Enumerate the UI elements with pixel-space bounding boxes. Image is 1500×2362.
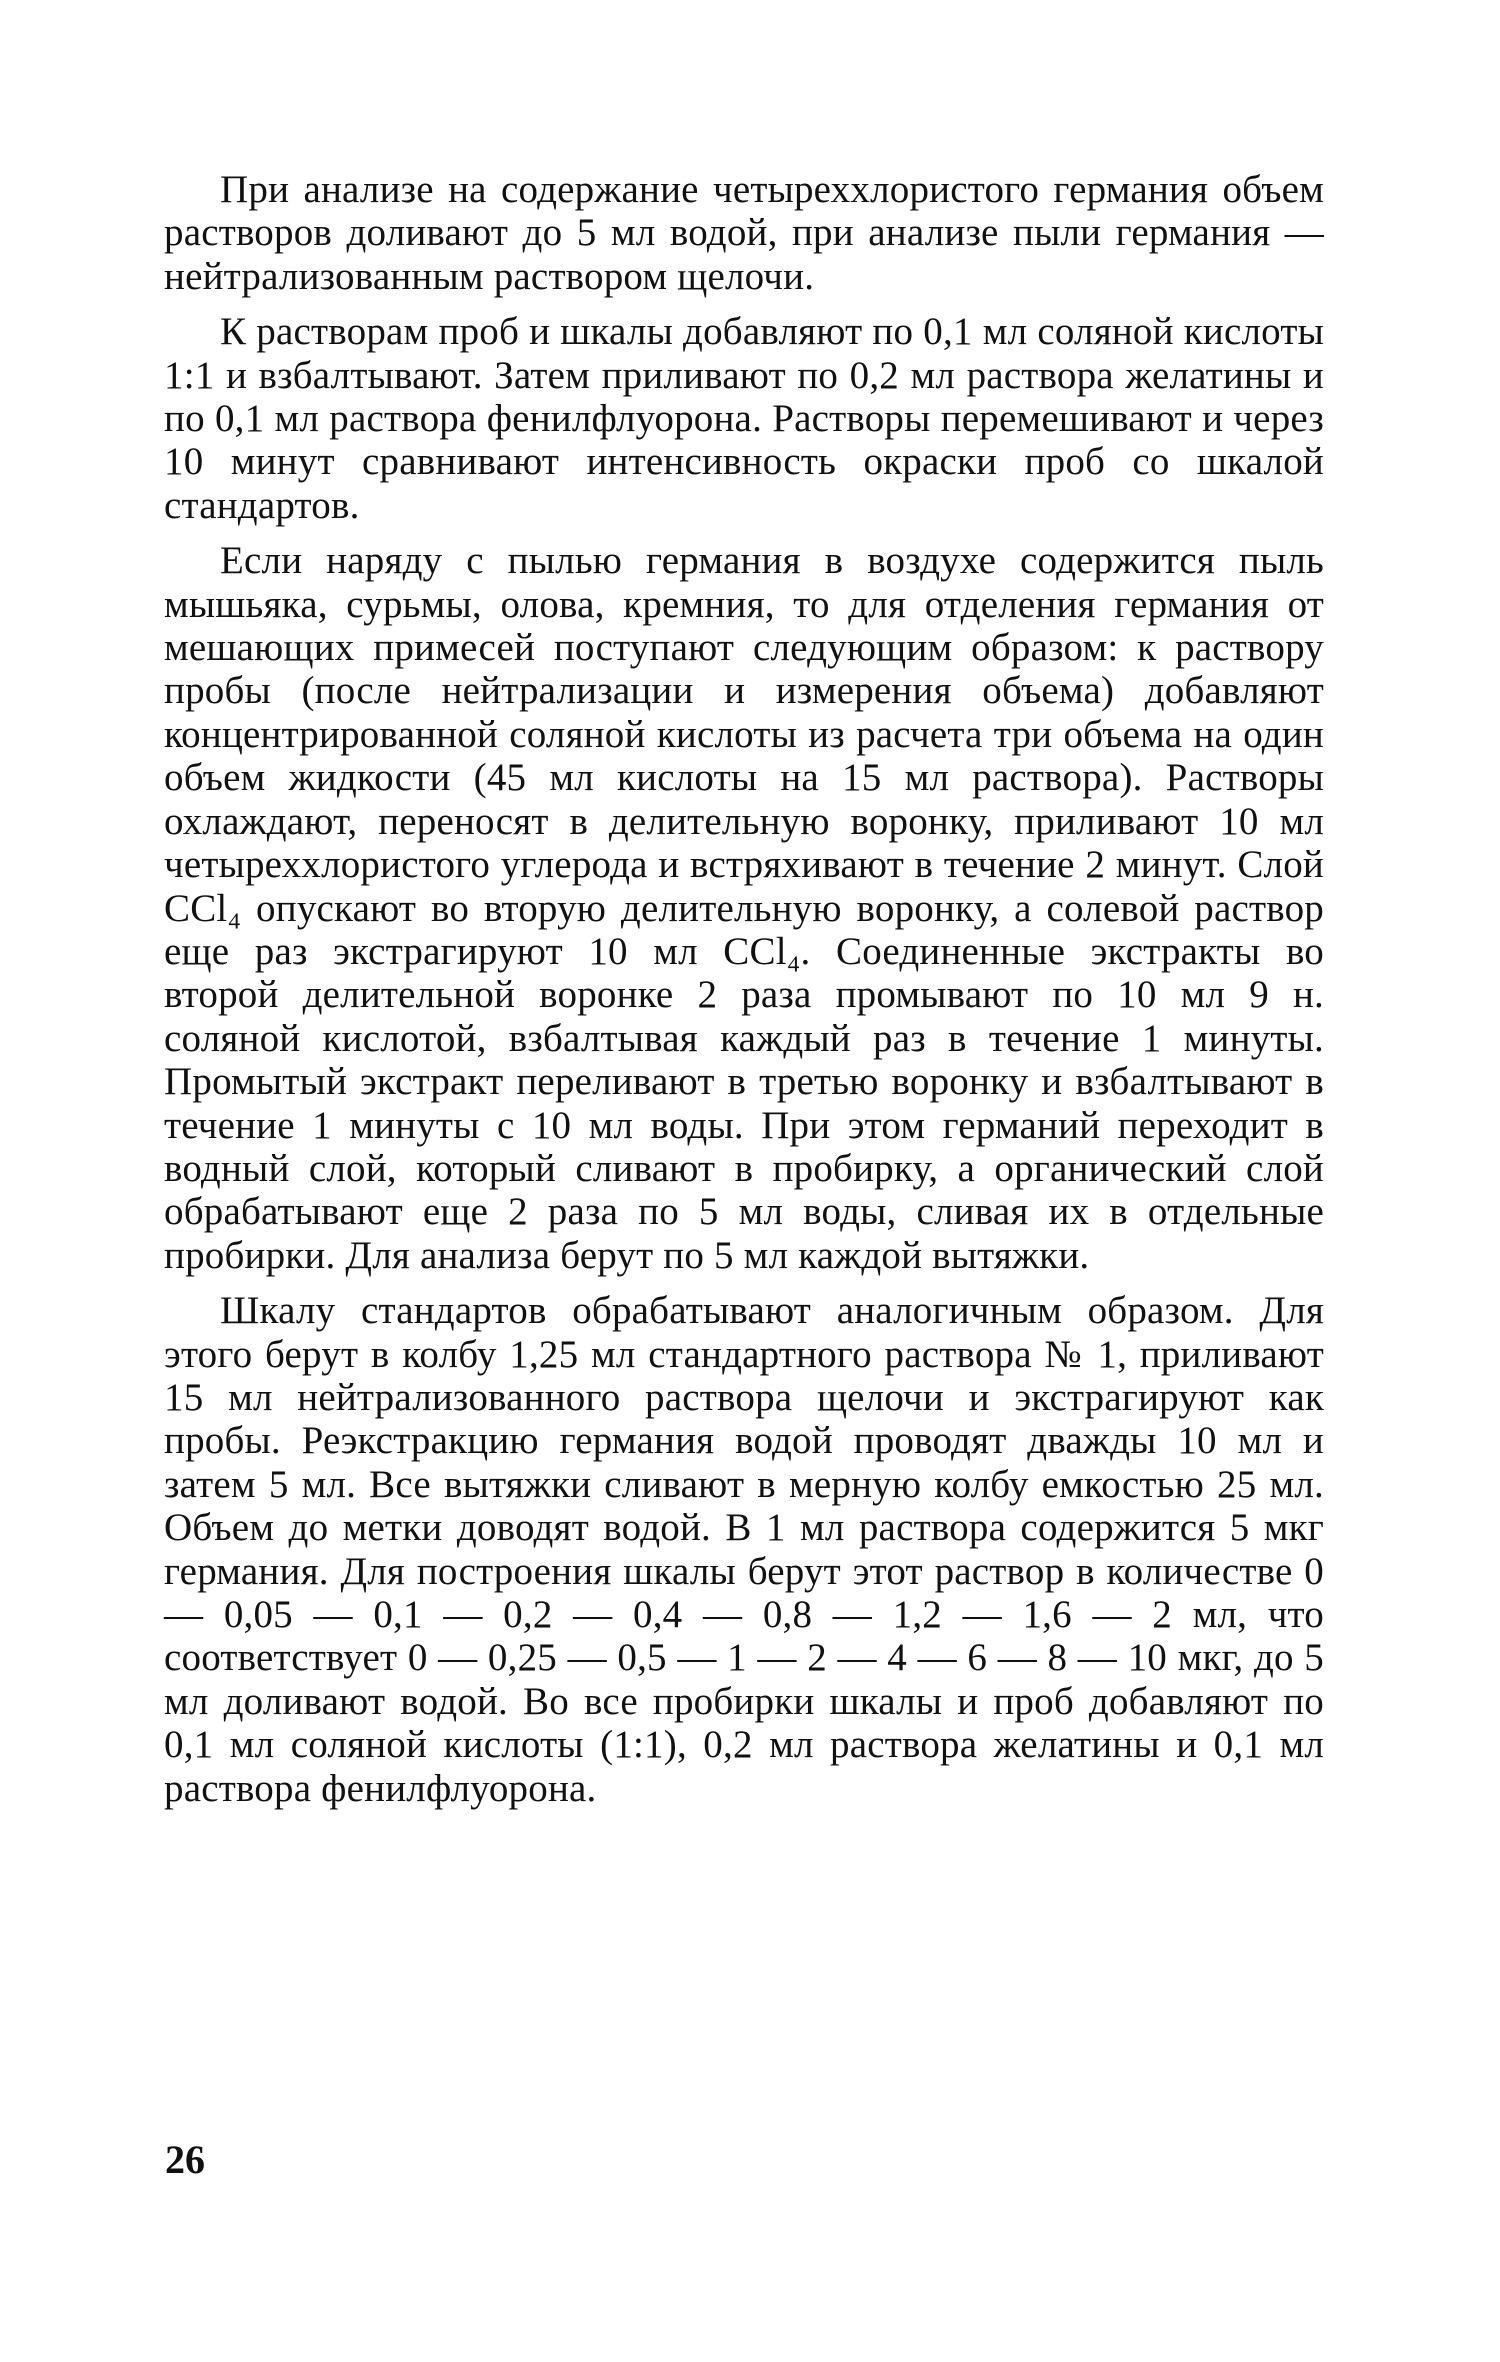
paragraph-4: Шкалу стандартов обрабатывают аналогичным образом. Для этого берут в колбу 1,25 мл стандартного раствора № 1, приливают 15 мл нейтрализованного раствора щелочи и экстрагируют как пробы. Реэкстракцию германия водой проводят дважды 10 мл и затем 5 мл. Все вытяжки сливают в мерную колбу емкостью 25 мл. Объем до метки доводят водой. В 1 мл раствора содержится 5 мкг германия. Для построения шкалы берут этот раствор в количестве 0 — 0,05 — 0,1 — 0,2 — 0,4 — 0,8 — 1,2 — 1,6 — 2 мл, что соответствует 0 — 0,25 — 0,5 — 1 — 2 — 4 — 6 — 8 — 10 мкг, до 5 мл доливают водой. Во все пробирки шкалы и проб добавляют по 0,1 мл соляной кислоты (1:1), 0,2 мл раствора желатины и 0,1 мл раствора фенилфлуорона. (164, 1289, 1324, 1810)
paragraph-3: Если наряду с пылью германия в воздухе содержится пыль мышьяка, сурьмы, олова, кремния, то для отделения германия от мешающих примесей поступают следующим образом: к раствору пробы (после нейтрализации и измерения объема) добавляют концентрированной соляной кислоты из расчета три объема на один объем жидкости (45 мл кислоты на 15 мл раствора). Растворы охлаждают, переносят в делительную воронку, приливают 10 мл четыреххлористого углерода и встряхивают в течение 2 минут. Слой CCl₄ опускают во вторую делительную воронку, а солевой раствор еще раз экстрагируют 10 мл CCl₄. Соединенные экстракты во второй делительной воронке 2 раза промывают по 10 мл 9 н. соляной кислотой, взбалтывая каждый раз в течение 1 минуты. Промытый экстракт переливают в третью воронку и взбалтывают в течение 1 минуты с 10 мл воды. При этом германий переходит в водный слой, который сливают в пробирку, а органический слой обрабатывают еще 2 раза по 5 мл воды, сливая их в отдельные пробирки. Для анализа берут по 5 мл каждой вытяжки. (164, 539, 1324, 1277)
body-text (164, 168, 1324, 1822)
paragraph-2: К растворам проб и шкалы добавляют по 0,1 мл соляной кислоты 1:1 и взбалтывают. Затем приливают по 0,2 мл раствора желатины и по 0,1 мл раствора фенилфлуорона. Растворы перемешивают и через 10 минут сравнивают интенсивность окраски проб со шкалой стандартов. (164, 310, 1324, 527)
page-number: 26 (165, 2137, 205, 2182)
paragraph-1: При анализе на содержание четыреххлористого германия объем растворов доливают до 5 мл водой, при анализе пыли германия — нейтрализованным раствором щелочи. (164, 168, 1324, 298)
